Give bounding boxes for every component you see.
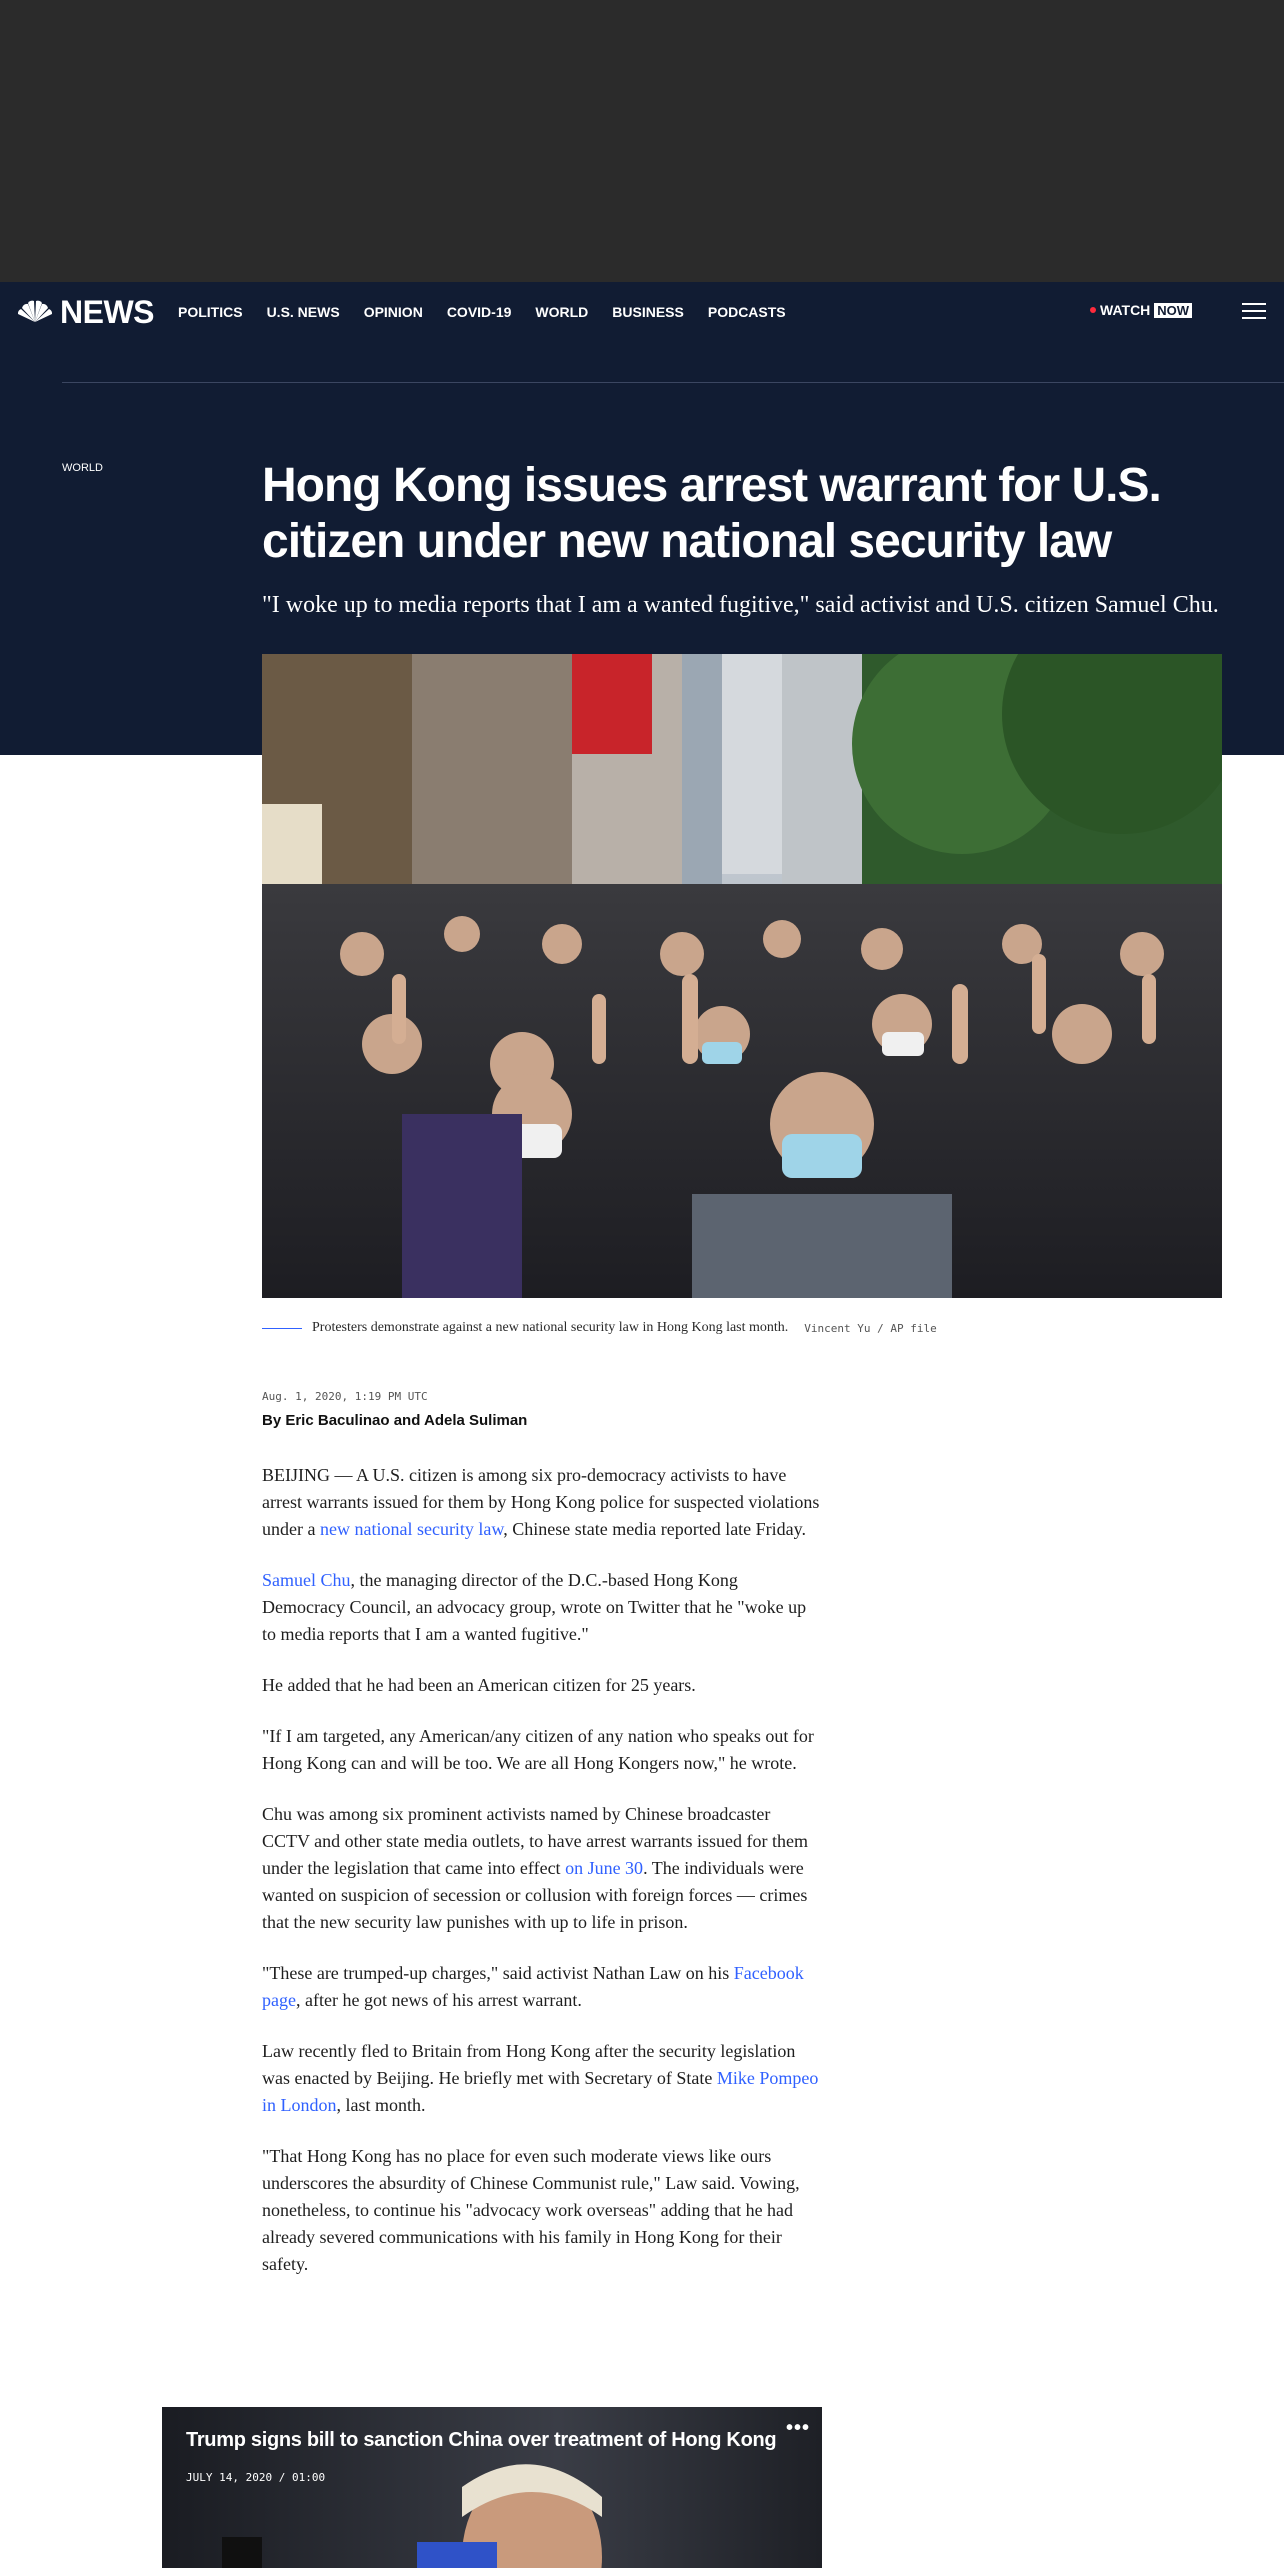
article-headline: Hong Kong issues arrest warrant for U.S. citizen under new national security law bbox=[262, 459, 1161, 568]
article-body bbox=[262, 1462, 822, 2302]
peacock-icon bbox=[16, 300, 54, 324]
video-player[interactable] bbox=[162, 2407, 822, 2568]
link-mike-pompeo[interactable]: Mike Pompeo in London bbox=[262, 2068, 819, 2115]
hamburger-menu-icon[interactable] bbox=[1242, 298, 1266, 324]
protest-crowd-image bbox=[262, 654, 1222, 1298]
paragraph: "These are trumped-up charges," said activist Nathan Law on his Facebook page, after he got news of his arrest warrant. bbox=[262, 1963, 804, 2010]
logo-text: NEWS bbox=[60, 293, 154, 330]
caption-rule bbox=[262, 1328, 302, 1329]
nav-item-covid-19[interactable]: COVID-19 bbox=[446, 304, 512, 320]
paragraph: Samuel Chu, the managing director of the D.C.-based Hong Kong Democracy Council, an advocacy group, wrote on Twitter that he "woke up to media reports that I am a wanted fugitive." bbox=[262, 1570, 807, 1644]
article-dek: "I woke up to media reports that I am a wanted fugitive," said activist and U.S. citizen Samuel Chu. bbox=[262, 592, 1219, 618]
paragraph: BEIJING — A U.S. citizen is among six pro-democracy activists to have arrest warrants issued for them by Hong Kong police for suspected violations under a new national security law, Chinese state media reported late Friday. bbox=[262, 1465, 820, 1539]
photo-caption bbox=[262, 1320, 937, 1336]
paragraph: "If I am targeted, any American/any citizen of any nation who speaks out for Hong Kong can and will be too. We are all Hong Kongers now," he wrote. bbox=[262, 1726, 814, 1773]
video-title[interactable]: Trump signs bill to sanction China over treatment of Hong Kong bbox=[186, 2429, 777, 2451]
divider bbox=[62, 382, 1284, 383]
link-june-30[interactable]: on June 30 bbox=[565, 1858, 644, 1878]
live-dot-icon bbox=[1090, 307, 1096, 313]
paragraph: Chu was among six prominent activists named by Chinese broadcaster CCTV and other state media outlets, to have arrest warrants issued for them under the legislation that came into effect on June 30. The individuals were wanted on suspicion of secession or collusion with foreign forces — crimes that the new security law punishes with up to life in prison. bbox=[262, 1804, 809, 1932]
paragraph: "That Hong Kong has no place for even such moderate views like ours underscores the absurdity of Chinese Communist rule," Law said. Vowing, nonetheless, to continue his "advocacy work overseas" adding that he had already severed communications with his family in Hong Kong for their safety. bbox=[262, 2146, 800, 2274]
link-facebook-page[interactable]: Facebook page bbox=[262, 1963, 804, 2010]
section-eyebrow[interactable]: WORLD bbox=[62, 462, 103, 474]
video-meta: JULY 14, 2020 / 01:00 bbox=[186, 2471, 326, 2484]
nav-item-podcasts[interactable]: PODCASTS bbox=[707, 304, 786, 320]
nav-item-politics[interactable]: POLITICS bbox=[178, 304, 243, 320]
paragraph: Law recently fled to Britain from Hong Kong after the security legislation was enacted by Beijing. He briefly met with Secretary of State Mike Pompeo in London, last month. bbox=[262, 2041, 819, 2115]
caption-text: Protesters demonstrate against a new national security law in Hong Kong last month. bbox=[312, 1320, 789, 1335]
nav-item-opinion[interactable]: OPINION bbox=[363, 304, 423, 320]
watch-label: WATCH bbox=[1100, 302, 1151, 318]
nav-item-us-news[interactable]: U.S. NEWS bbox=[266, 304, 340, 320]
more-options-icon[interactable]: ••• bbox=[786, 2417, 811, 2439]
hero-photo bbox=[262, 654, 1222, 1298]
watch-now-badge: NOW bbox=[1154, 303, 1192, 318]
article-byline: By Eric Baculinao and Adela Suliman bbox=[262, 1412, 528, 1429]
ad-placeholder bbox=[0, 0, 1284, 282]
watch-now-button[interactable] bbox=[1090, 302, 1192, 318]
nav-item-business[interactable]: BUSINESS bbox=[612, 304, 684, 320]
top-navigation bbox=[0, 282, 1284, 342]
nbc-news-logo[interactable] bbox=[16, 294, 154, 331]
paragraph: He added that he had been an American citizen for 25 years. bbox=[262, 1675, 696, 1695]
nav-item-world[interactable]: WORLD bbox=[535, 304, 589, 320]
photo-credit: Vincent Yu / AP file bbox=[804, 1321, 937, 1335]
nav-links bbox=[178, 304, 810, 320]
article-date: Aug. 1, 2020, 1:19 PM UTC bbox=[262, 1390, 428, 1403]
link-samuel-chu[interactable]: Samuel Chu bbox=[262, 1570, 351, 1590]
link-national-security-law[interactable]: new national security law bbox=[319, 1519, 504, 1539]
